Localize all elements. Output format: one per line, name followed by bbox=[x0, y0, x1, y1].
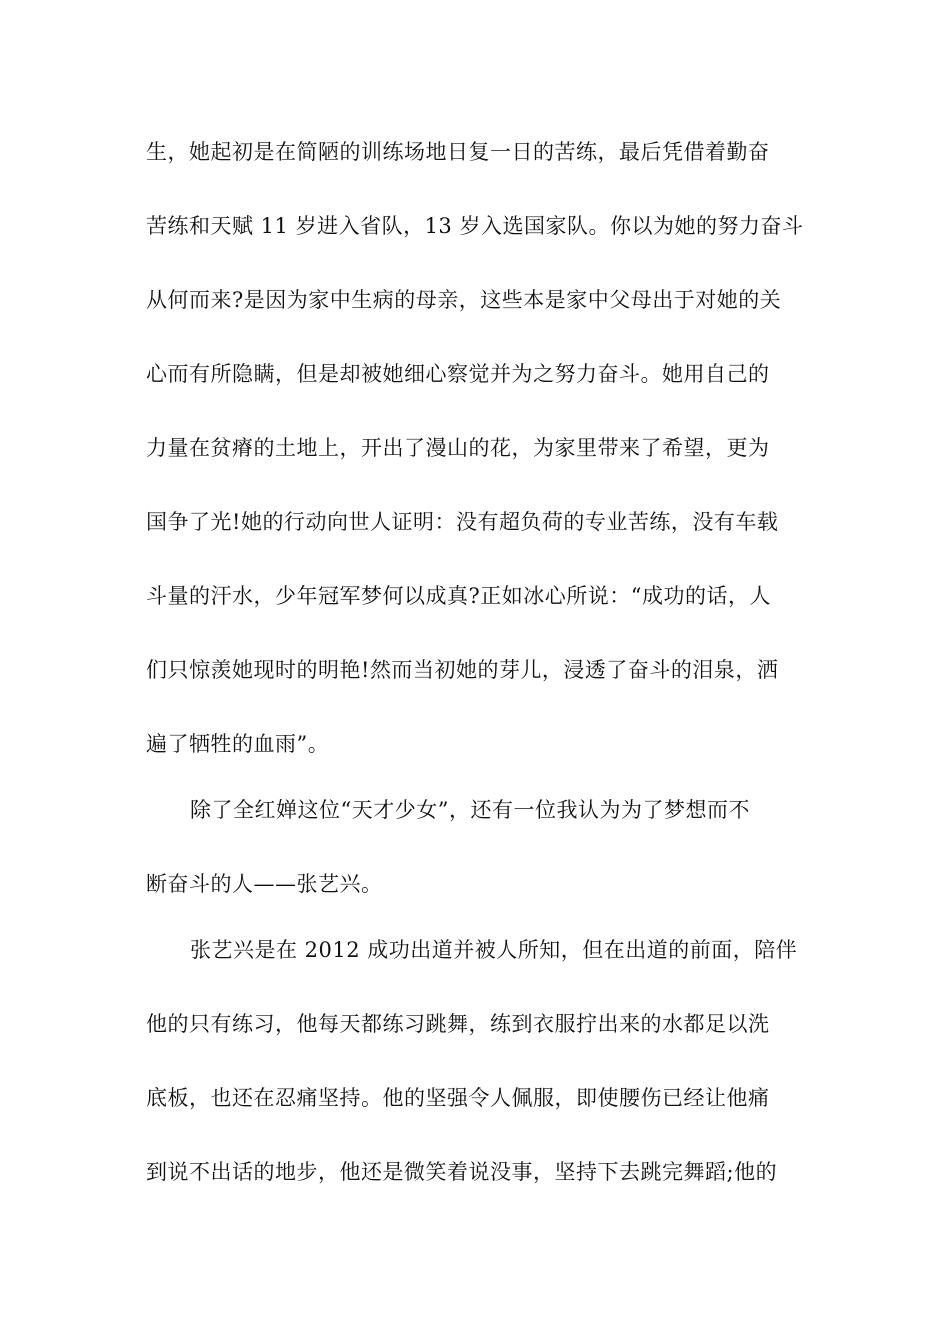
text-line-9: 遍了牺牲的血雨”。 bbox=[146, 732, 330, 756]
text-line-2: 苦练和天赋 11 岁进入省队，13 岁入选国家队。你以为她的努力奋斗 bbox=[146, 214, 804, 238]
text-line-5: 力量在贫瘠的土地上，开出了漫山的花，为家里带来了希望，更为 bbox=[146, 436, 770, 460]
paragraph-3-line-4: 到说不出话的地步，他还是微笑着说没事，坚持下去跳完舞蹈;他的 bbox=[146, 1160, 778, 1184]
paragraph-3-line-1: 张艺兴是在 2012 成功出道并被人所知，但在出道的前面，陪伴 bbox=[190, 938, 798, 962]
paragraph-2-line-1: 除了全红婵这位“天才少女”，还有一位我认为为了梦想而不 bbox=[190, 798, 750, 822]
paragraph-3-line-3: 底板，也还在忍痛坚持。他的坚强令人佩服，即使腰伤已经让他痛 bbox=[146, 1086, 770, 1110]
text-line-4: 心而有所隐瞒，但是却被她细心察觉并为之努力奋斗。她用自己的 bbox=[146, 362, 770, 386]
text-line-6: 国争了光!她的行动向世人证明：没有超负荷的专业苦练，没有车载 bbox=[146, 510, 779, 534]
text-line-7: 斗量的汗水，少年冠军梦何以成真?正如冰心所说：“成功的话，人 bbox=[146, 584, 771, 608]
text-line-3: 从何而来?是因为家中生病的母亲，这些本是家中父母出于对她的关 bbox=[146, 288, 782, 312]
paragraph-3-line-2: 他的只有练习，他每天都练习跳舞，练到衣服拧出来的水都足以洗 bbox=[146, 1012, 770, 1036]
paragraph-2-line-2: 断奋斗的人——张艺兴。 bbox=[146, 872, 383, 896]
text-line-1: 生，她起初是在简陋的训练场地日复一日的苦练，最后凭借着勤奋 bbox=[146, 140, 770, 164]
text-line-8: 们只惊羡她现时的明艳!然而当初她的芽儿，浸透了奋斗的泪泉，洒 bbox=[146, 658, 779, 682]
